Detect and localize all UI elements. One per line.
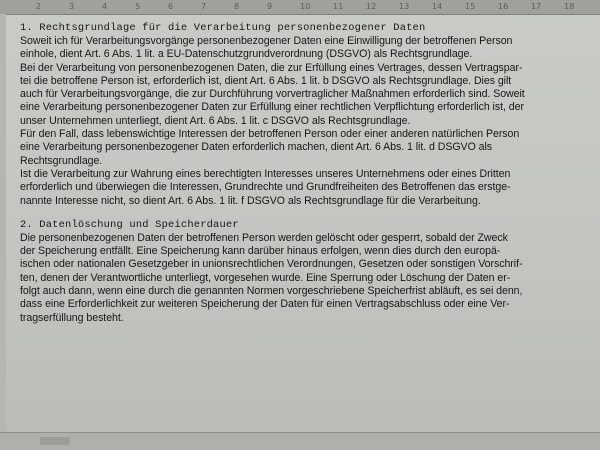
text-line: ten, denen der Verantwortliche unterliegt, vorgesehen wurde. Eine Sperrung oder Löschung der Daten er- bbox=[20, 271, 511, 284]
text-line: Die personenbezogenen Daten der betroffenen Person werden gelöscht oder gesperrt, sobald der Zweck bbox=[20, 231, 508, 244]
text-line: folgt auch dann, wenn eine durch die genannten Normen vorgeschriebene Speicherfrist abläuft, es sei denn, bbox=[20, 285, 523, 298]
text-line: tragserfüllung besteht. bbox=[20, 311, 124, 324]
text-line: Für den Fall, dass lebenswichtige Interessen der betroffenen Person oder einer anderen natürlichen Person bbox=[20, 128, 520, 141]
text-line: Bei der Verarbeitung von personenbezogenen Daten, die zur Erfüllung eines Vertrages, dessen Vertragspar- bbox=[20, 61, 523, 74]
ruler-tick-label: 4 bbox=[102, 2, 108, 11]
section-body-data-deletion bbox=[20, 232, 580, 325]
text-line: eine Verarbeitung personenbezogener Daten zur Erfüllung einer rechtlichen Verpflichtung erforderlich ist, der bbox=[20, 101, 524, 114]
ruler-tick-label: 6 bbox=[168, 2, 174, 11]
text-line: Rechtsgrundlage. bbox=[20, 154, 103, 167]
document-page[interactable] bbox=[20, 22, 580, 325]
text-line: unser Unternehmen unterliegt, dient Art. 6 Abs. 1 lit. c DSGVO als Rechtsgrundlage. bbox=[20, 114, 411, 127]
text-line: dass eine Erforderlichkeit zur weiteren Speicherung der Daten für einen Vertragsabschluss oder eine Ver- bbox=[20, 298, 510, 311]
text-line: erforderlich und überwiegen die Interessen, Grundrechte und Grundfreiheiten des Betroffenen das erstge- bbox=[20, 181, 511, 194]
text-line: Soweit ich für Verarbeitungsvorgänge personenbezogener Daten eine Einwilligung der betroffenen Person bbox=[20, 35, 513, 47]
left-margin-bar bbox=[0, 14, 6, 450]
ruler-tick-label: 16 bbox=[498, 2, 509, 11]
text-line: einhole, dient Art. 6 Abs. 1 lit. a EU-Datenschutzgrundverordnung (DSGVO) als Rechtsgrundlage. bbox=[20, 48, 473, 61]
section-body-legal-basis bbox=[20, 35, 580, 208]
text-line: der Speicherung entfällt. Eine Speicherung kann darüber hinaus erfolgen, wenn dies durch den europä- bbox=[20, 245, 501, 258]
text-line: auch für Verarbeitungsvorgänge, die zur Durchführung vorvertraglicher Maßnahmen erforderlich sind. Soweit bbox=[20, 88, 525, 101]
paragraph-gap bbox=[20, 208, 580, 219]
ruler-tick-label: 10 bbox=[300, 2, 311, 11]
ruler-tick-label: 13 bbox=[399, 2, 410, 11]
text-line: Ist die Verarbeitung zur Wahrung eines berechtigten Interesses unseres Unternehmens oder eines Dritten bbox=[20, 167, 511, 180]
section-heading-legal-basis: 1. Rechtsgrundlage für die Verarbeitung personenbezogener Daten bbox=[20, 22, 426, 34]
bottom-scrollbar[interactable] bbox=[0, 432, 600, 450]
ruler-tick-label: 3 bbox=[69, 2, 75, 11]
horizontal-ruler[interactable] bbox=[0, 0, 600, 15]
ruler-tick-label: 5 bbox=[135, 2, 141, 11]
ruler-tick-label: 18 bbox=[564, 2, 575, 11]
ruler-tick-label: 7 bbox=[201, 2, 207, 11]
ruler-tick-label: 11 bbox=[333, 2, 344, 11]
text-line: nannte Interesse nicht, so dient Art. 6 Abs. 1 lit. f DSGVO als Rechtsgrundlage für die Verarbeitung. bbox=[20, 194, 481, 207]
ruler-tick-label: 17 bbox=[531, 2, 542, 11]
ruler-tick-label: 8 bbox=[234, 2, 240, 11]
text-line: tei die betroffene Person ist, erforderlich ist, dient Art. 6 Abs. 1 lit. b DSGVO als Rechtsgrundlage. Dies gilt bbox=[20, 74, 512, 87]
section-heading-data-deletion: 2. Datenlöschung und Speicherdauer bbox=[20, 218, 239, 231]
text-line: eine Verarbeitung personenbezogener Daten erforderlich machen, dient Art. 6 Abs. 1 lit. d DSGVO als bbox=[20, 141, 493, 154]
text-line: ischen oder nationalen Gesetzgeber in unionsrechtlichen Verordnungen, Gesetzen oder sonstigen Vorschrif- bbox=[20, 258, 523, 271]
scroll-thumb[interactable] bbox=[40, 437, 70, 445]
ruler-tick-label: 14 bbox=[432, 2, 443, 11]
ruler-tick-label: 15 bbox=[465, 2, 476, 11]
ruler-tick-label: 9 bbox=[267, 2, 273, 11]
ruler-tick-label: 12 bbox=[366, 2, 377, 11]
ruler-tick-label: 2 bbox=[36, 2, 42, 11]
